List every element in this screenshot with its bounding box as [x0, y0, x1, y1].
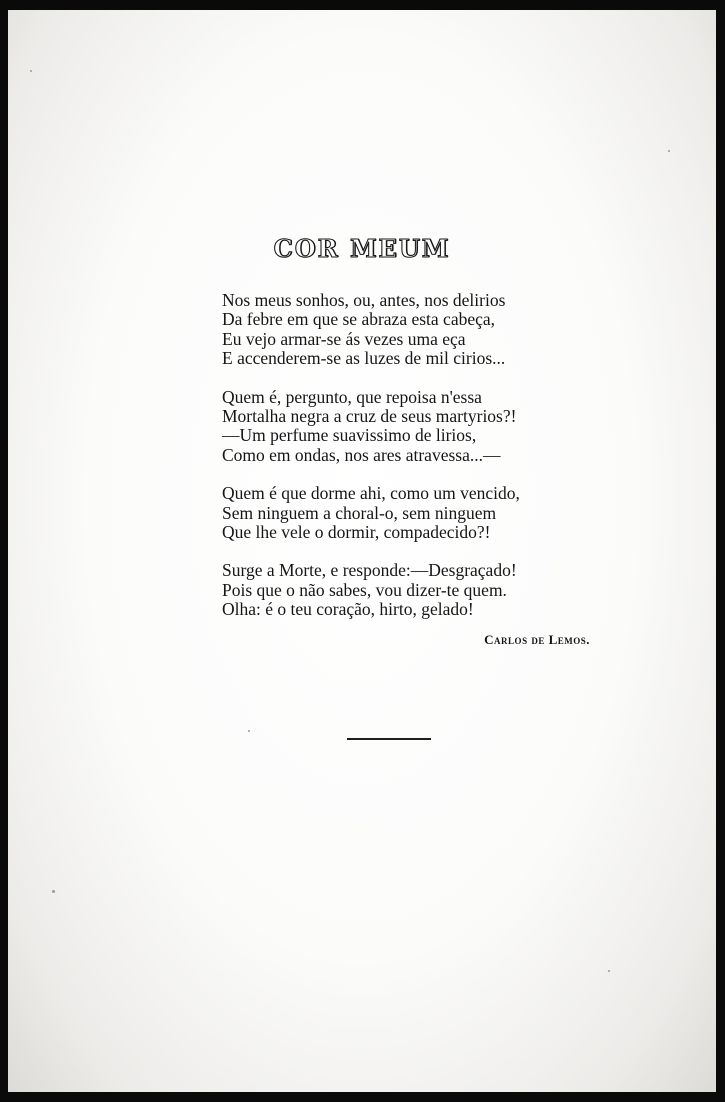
verse-line: Como em ondas, nos ares atravessa...— — [222, 444, 501, 465]
verse-line: Quem é, pergunto, que repoisa n'essa — [222, 386, 482, 407]
paper-speck — [608, 970, 610, 972]
book-page — [8, 10, 716, 1092]
verse-line: Que lhe vele o dormir, compadecido?! — [222, 522, 491, 543]
paper-speck — [52, 890, 55, 893]
verse-line: Da febre em que se abraza esta cabeça, — [222, 309, 496, 330]
verse-line: —Um perfume suavissimo de lirios, — [222, 425, 477, 446]
verse-line: Eu vejo armar-se ás vezes uma eça — [222, 328, 466, 349]
verse-line: Pois que o não sabes, vou dizer-te quem. — [222, 579, 507, 600]
verse-line: Surge a Morte, e responde:—Desgraçado! — [222, 560, 517, 581]
verse-line: E accenderem-se as luzes de mil cirios... — [222, 348, 506, 369]
author-signature: Carlos de Lemos. — [484, 632, 590, 647]
stanza — [222, 484, 520, 542]
verse-line: Olha: é o teu coração, hirto, gelado! — [222, 599, 474, 620]
verse-line: Nos meus sonhos, ou, antes, nos delirios — [222, 290, 506, 310]
paper-speck — [30, 70, 32, 72]
paper-speck — [668, 150, 670, 152]
verse-line: Quem é que dorme ahi, como um vencido, — [222, 483, 520, 504]
stanza — [222, 291, 520, 369]
stanza — [222, 561, 520, 619]
verse-line: Sem ninguem a choral-o, sem ninguem — [222, 502, 497, 523]
divider-rule — [347, 738, 431, 740]
stanza — [222, 388, 520, 466]
poem-title: COR MEUM — [273, 234, 451, 263]
verse-line: Mortalha negra a cruz de seus martyrios?! — [222, 406, 517, 427]
poem-body — [222, 291, 520, 639]
paper-speck — [248, 730, 250, 732]
